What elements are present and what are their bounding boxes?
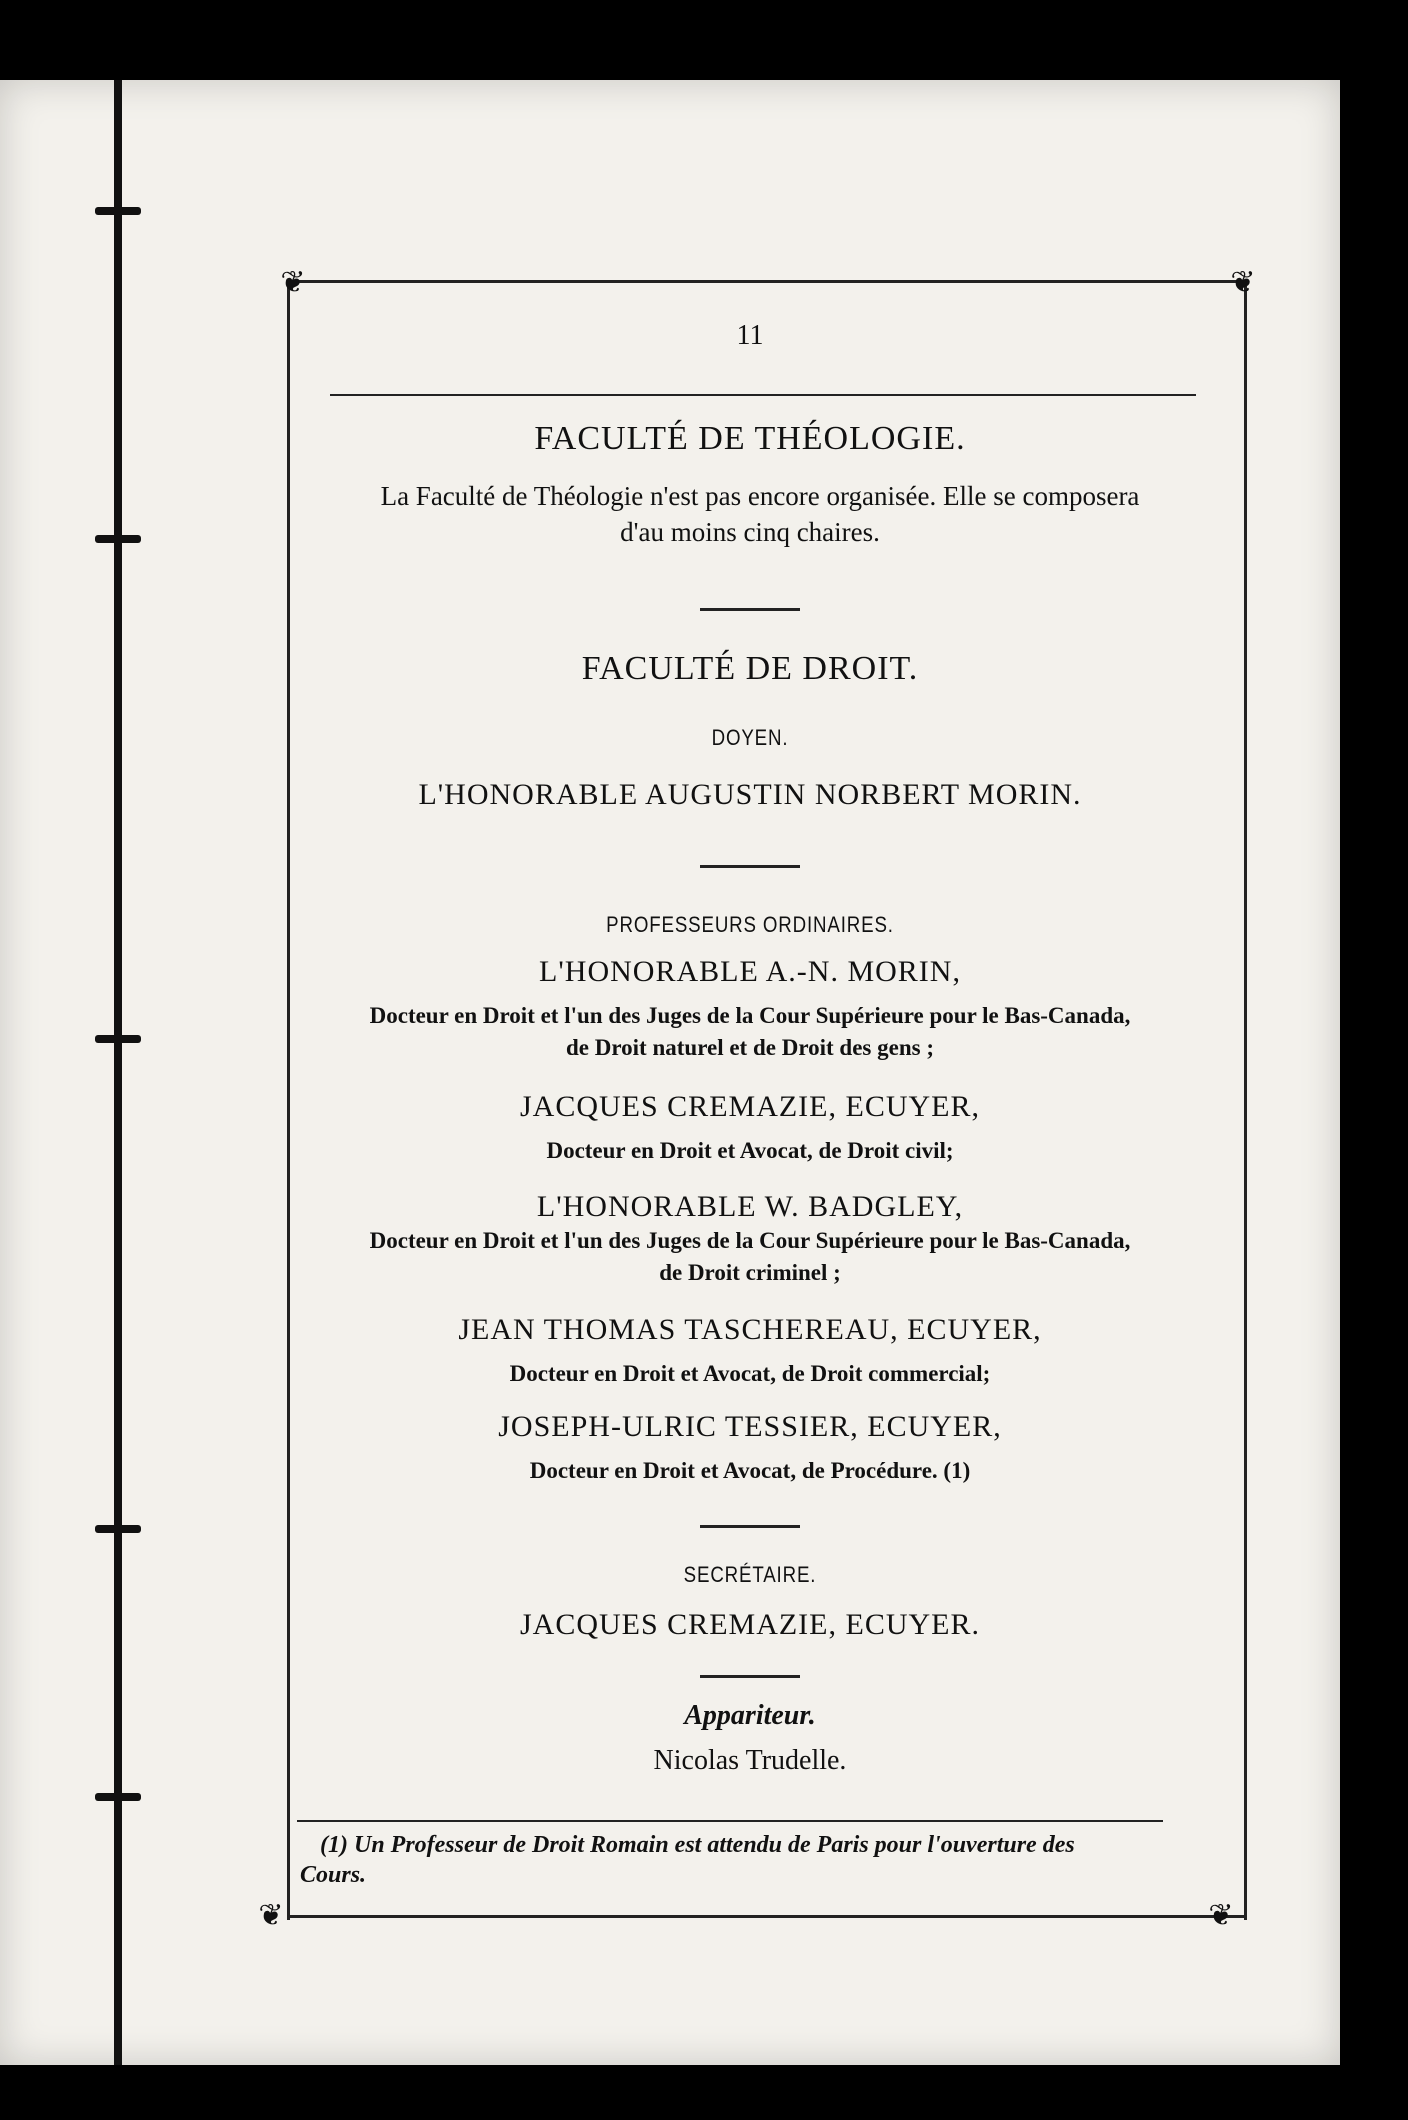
binding-stitch [95, 1793, 141, 1801]
theologie-heading: FACULTÉ DE THÉOLOGIE. [534, 420, 966, 457]
professor-description: Docteur en Droit et l'un des Juges de la Cour Supérieure pour le Bas-Canada, [369, 1228, 1131, 1253]
corner-ornament-icon: ❦ [258, 1899, 284, 1932]
footnote-line: (1) Un Professeur de Droit Romain est attendu de Paris pour l'ouverture des [320, 1832, 1075, 1858]
footnote-line: Cours. [300, 1862, 367, 1888]
footnote [300, 1830, 1180, 1890]
professeurs-label: PROFESSEURS ORDINAIRES. [606, 912, 894, 937]
corner-ornament-icon: ❦ [280, 266, 306, 299]
section-divider [700, 865, 800, 868]
section-divider [700, 1675, 800, 1678]
professor-description: Docteur en Droit et Avocat, de Droit civil; [546, 1138, 954, 1163]
professor-name: L'HONORABLE A.-N. MORIN, [539, 955, 961, 988]
professor-name: JEAN THOMAS TASCHEREAU, ECUYER, [458, 1313, 1042, 1346]
secretaire-label: SECRÉTAIRE. [683, 1562, 817, 1587]
professor-description: de Droit criminel ; [659, 1260, 841, 1285]
binding-stitch [95, 207, 141, 215]
professor-description: de Droit naturel et de Droit des gens ; [566, 1035, 934, 1060]
doyen-name: L'HONORABLE AUGUSTIN NORBERT MORIN. [418, 778, 1082, 811]
secretaire-name: JACQUES CREMAZIE, ECUYER. [519, 1608, 980, 1641]
droit-heading: FACULTÉ DE DROIT. [581, 650, 919, 687]
page-number: 11 [736, 320, 764, 351]
professor-name: L'HONORABLE W. BADGLEY, [536, 1190, 964, 1223]
binding-stitch [95, 535, 141, 543]
binding-stitch [95, 1035, 141, 1043]
page-content [300, 300, 1200, 1900]
section-divider [700, 608, 800, 611]
frame-top-rule [287, 280, 1247, 283]
appariteur-label: Appariteur. [684, 1700, 816, 1731]
professor-description: Docteur en Droit et Avocat, de Droit commercial; [509, 1361, 991, 1386]
footnote-rule [297, 1820, 1163, 1822]
professor-name: JACQUES CREMAZIE, ECUYER, [519, 1090, 980, 1123]
theologie-text-line: La Faculté de Théologie n'est pas encore organisée. Elle se composera [380, 481, 1140, 511]
corner-ornament-icon: ❦ [1208, 1899, 1234, 1932]
professor-description: Docteur en Droit et Avocat, de Procédure. (1) [529, 1458, 971, 1483]
section-divider [700, 1525, 800, 1528]
professor-name: JOSEPH-ULRIC TESSIER, ECUYER, [498, 1410, 1002, 1443]
doyen-label: DOYEN. [711, 725, 789, 750]
corner-ornament-icon: ❦ [1230, 266, 1256, 299]
theologie-text-line: d'au moins cinq chaires. [620, 517, 880, 547]
binding-stitch [95, 1525, 141, 1533]
appariteur-name: Nicolas Trudelle. [653, 1745, 847, 1776]
binding-edge [114, 80, 122, 2065]
professor-description: Docteur en Droit et l'un des Juges de la Cour Supérieure pour le Bas-Canada, [369, 1003, 1131, 1028]
frame-bottom-rule [287, 1915, 1247, 1918]
header-rule [330, 394, 1196, 396]
